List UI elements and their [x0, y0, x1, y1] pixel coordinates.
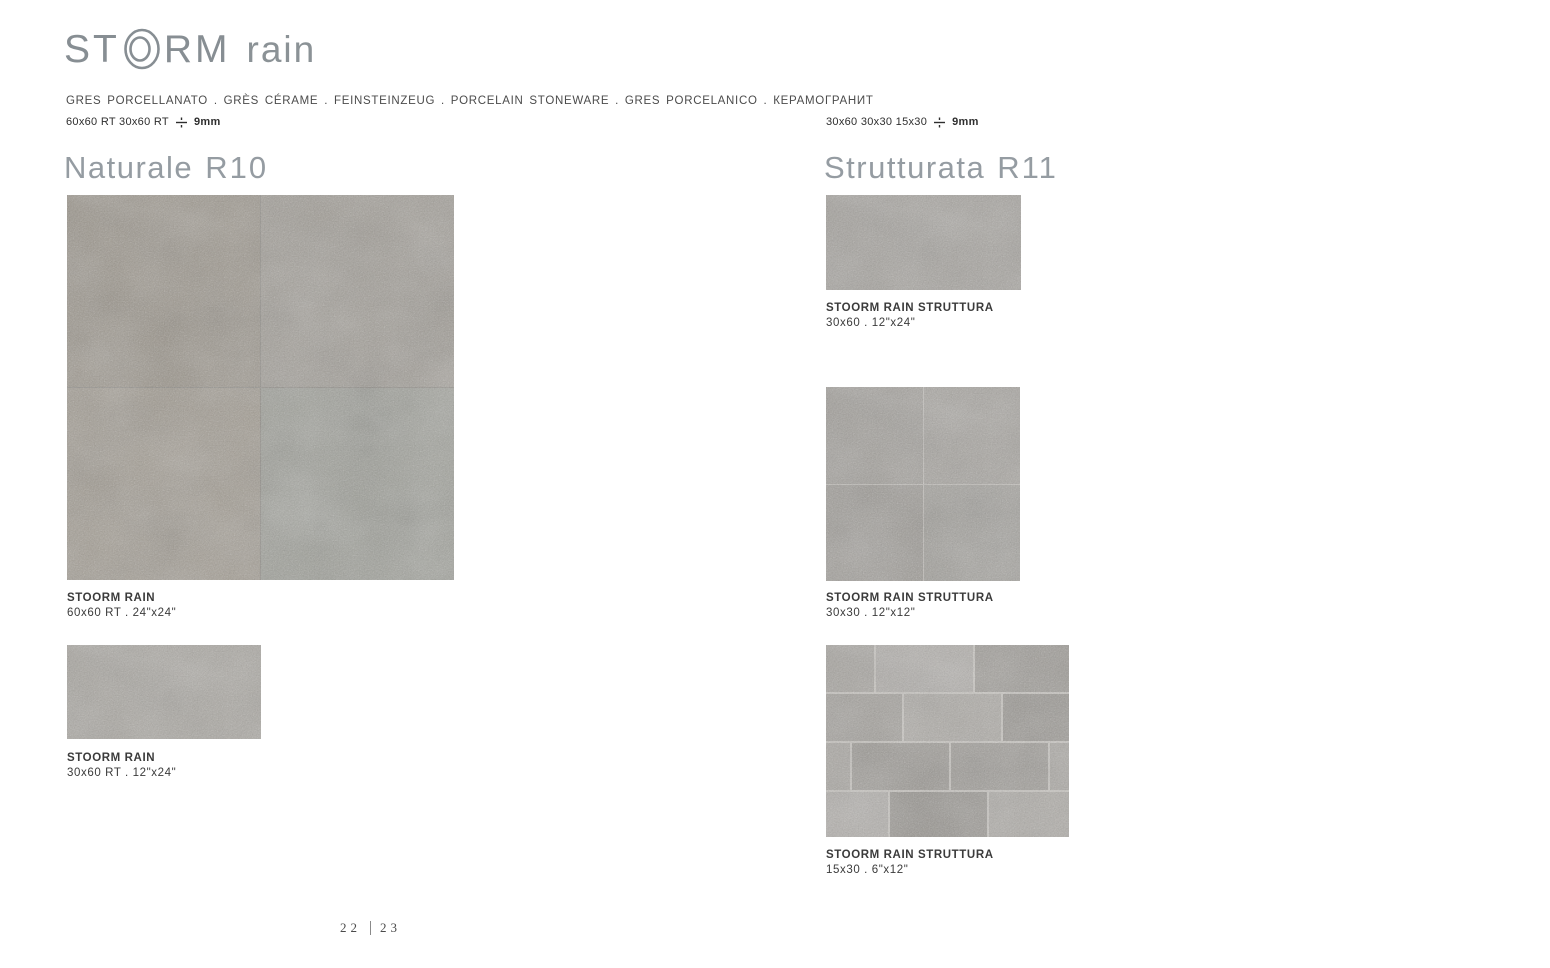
tile-swatch [826, 387, 923, 484]
tile-photo-strutturata-30x30 [826, 387, 1020, 581]
page-number-left: 22 [340, 920, 361, 935]
stone-texture [67, 645, 261, 739]
tile-swatch [924, 485, 1021, 582]
product-size: 30x60 RT . 12"x24" [67, 766, 177, 779]
section-heading-strutturata [824, 152, 1058, 183]
page-footer [340, 920, 401, 936]
sizes-text: 30x60 30x30 15x30 [826, 116, 928, 128]
product-label [826, 301, 994, 331]
brick [876, 645, 973, 692]
brick [1050, 743, 1069, 790]
brand-logo [64, 28, 316, 70]
spec-right [826, 116, 979, 128]
thickness-icon [175, 117, 188, 128]
finish-name: Strutturata [824, 150, 986, 185]
double-o-icon [122, 28, 162, 70]
thickness-value: 9mm [193, 116, 221, 128]
product-size: 60x60 RT . 24"x24" [67, 606, 177, 619]
logo-text-right: RM [163, 27, 231, 71]
spec-left [66, 116, 221, 128]
brick [852, 743, 949, 790]
product-label [826, 848, 994, 878]
logo-subname: rain [246, 28, 317, 70]
brick [826, 743, 850, 790]
product-name: STOORM RAIN STRUTTURA [826, 592, 994, 604]
page-number-right: 23 [380, 920, 401, 935]
finish-name: Naturale [64, 150, 194, 185]
materials-line: GRES PORCELLANATO . GRÈS CÉRAME . FEINSTEINZEUG . PORCELAIN STONEWARE . GRES PORCELANICO . КЕРАМОГРАНИТ [66, 95, 874, 107]
thickness-icon [933, 117, 946, 128]
brick-row [826, 645, 1069, 692]
brick-pattern [826, 645, 1069, 837]
brick [989, 792, 1069, 837]
product-label [67, 751, 176, 781]
slip-rating: R11 [997, 150, 1058, 185]
product-name: STOORM RAIN [67, 752, 156, 764]
brick [826, 694, 902, 741]
brick [975, 645, 1069, 692]
logo-text-left: ST [64, 27, 120, 71]
tile-grid [67, 195, 454, 580]
thickness-value: 9mm [952, 116, 979, 128]
tile-grid [826, 387, 1020, 581]
tile-photo-naturale-30x60 [67, 645, 261, 739]
brick [951, 743, 1048, 790]
tile-swatch [261, 195, 454, 387]
brick [904, 694, 1001, 741]
section-heading-naturale [64, 152, 268, 183]
stone-texture [826, 195, 1021, 290]
tile-photo-naturale-60x60 [67, 195, 454, 580]
product-name: STOORM RAIN STRUTTURA [826, 302, 994, 314]
brick [826, 645, 874, 692]
slip-rating: R10 [205, 150, 269, 185]
tile-swatch [924, 387, 1021, 484]
product-name: STOORM RAIN STRUTTURA [826, 849, 994, 861]
brick [890, 792, 987, 837]
product-size: 30x30 . 12"x12" [826, 606, 916, 619]
tile-swatch [67, 195, 260, 387]
product-size: 30x60 . 12"x24" [826, 316, 916, 329]
tile-photo-strutturata-30x60 [826, 195, 1021, 290]
page-divider [370, 921, 371, 935]
product-name: STOORM RAIN [67, 592, 156, 604]
product-label [67, 591, 176, 621]
product-label [826, 591, 994, 621]
brick [1003, 694, 1069, 741]
brick-row [826, 743, 1069, 790]
tile-swatch [67, 388, 260, 580]
tile-swatch [261, 388, 454, 580]
brick [826, 792, 888, 837]
brick-row [826, 694, 1069, 741]
brick-row [826, 792, 1069, 837]
sizes-text: 60x60 RT 30x60 RT [66, 116, 169, 128]
tile-swatch [826, 485, 923, 582]
tile-photo-strutturata-15x30 [826, 645, 1069, 837]
product-size: 15x30 . 6"x12" [826, 863, 909, 876]
